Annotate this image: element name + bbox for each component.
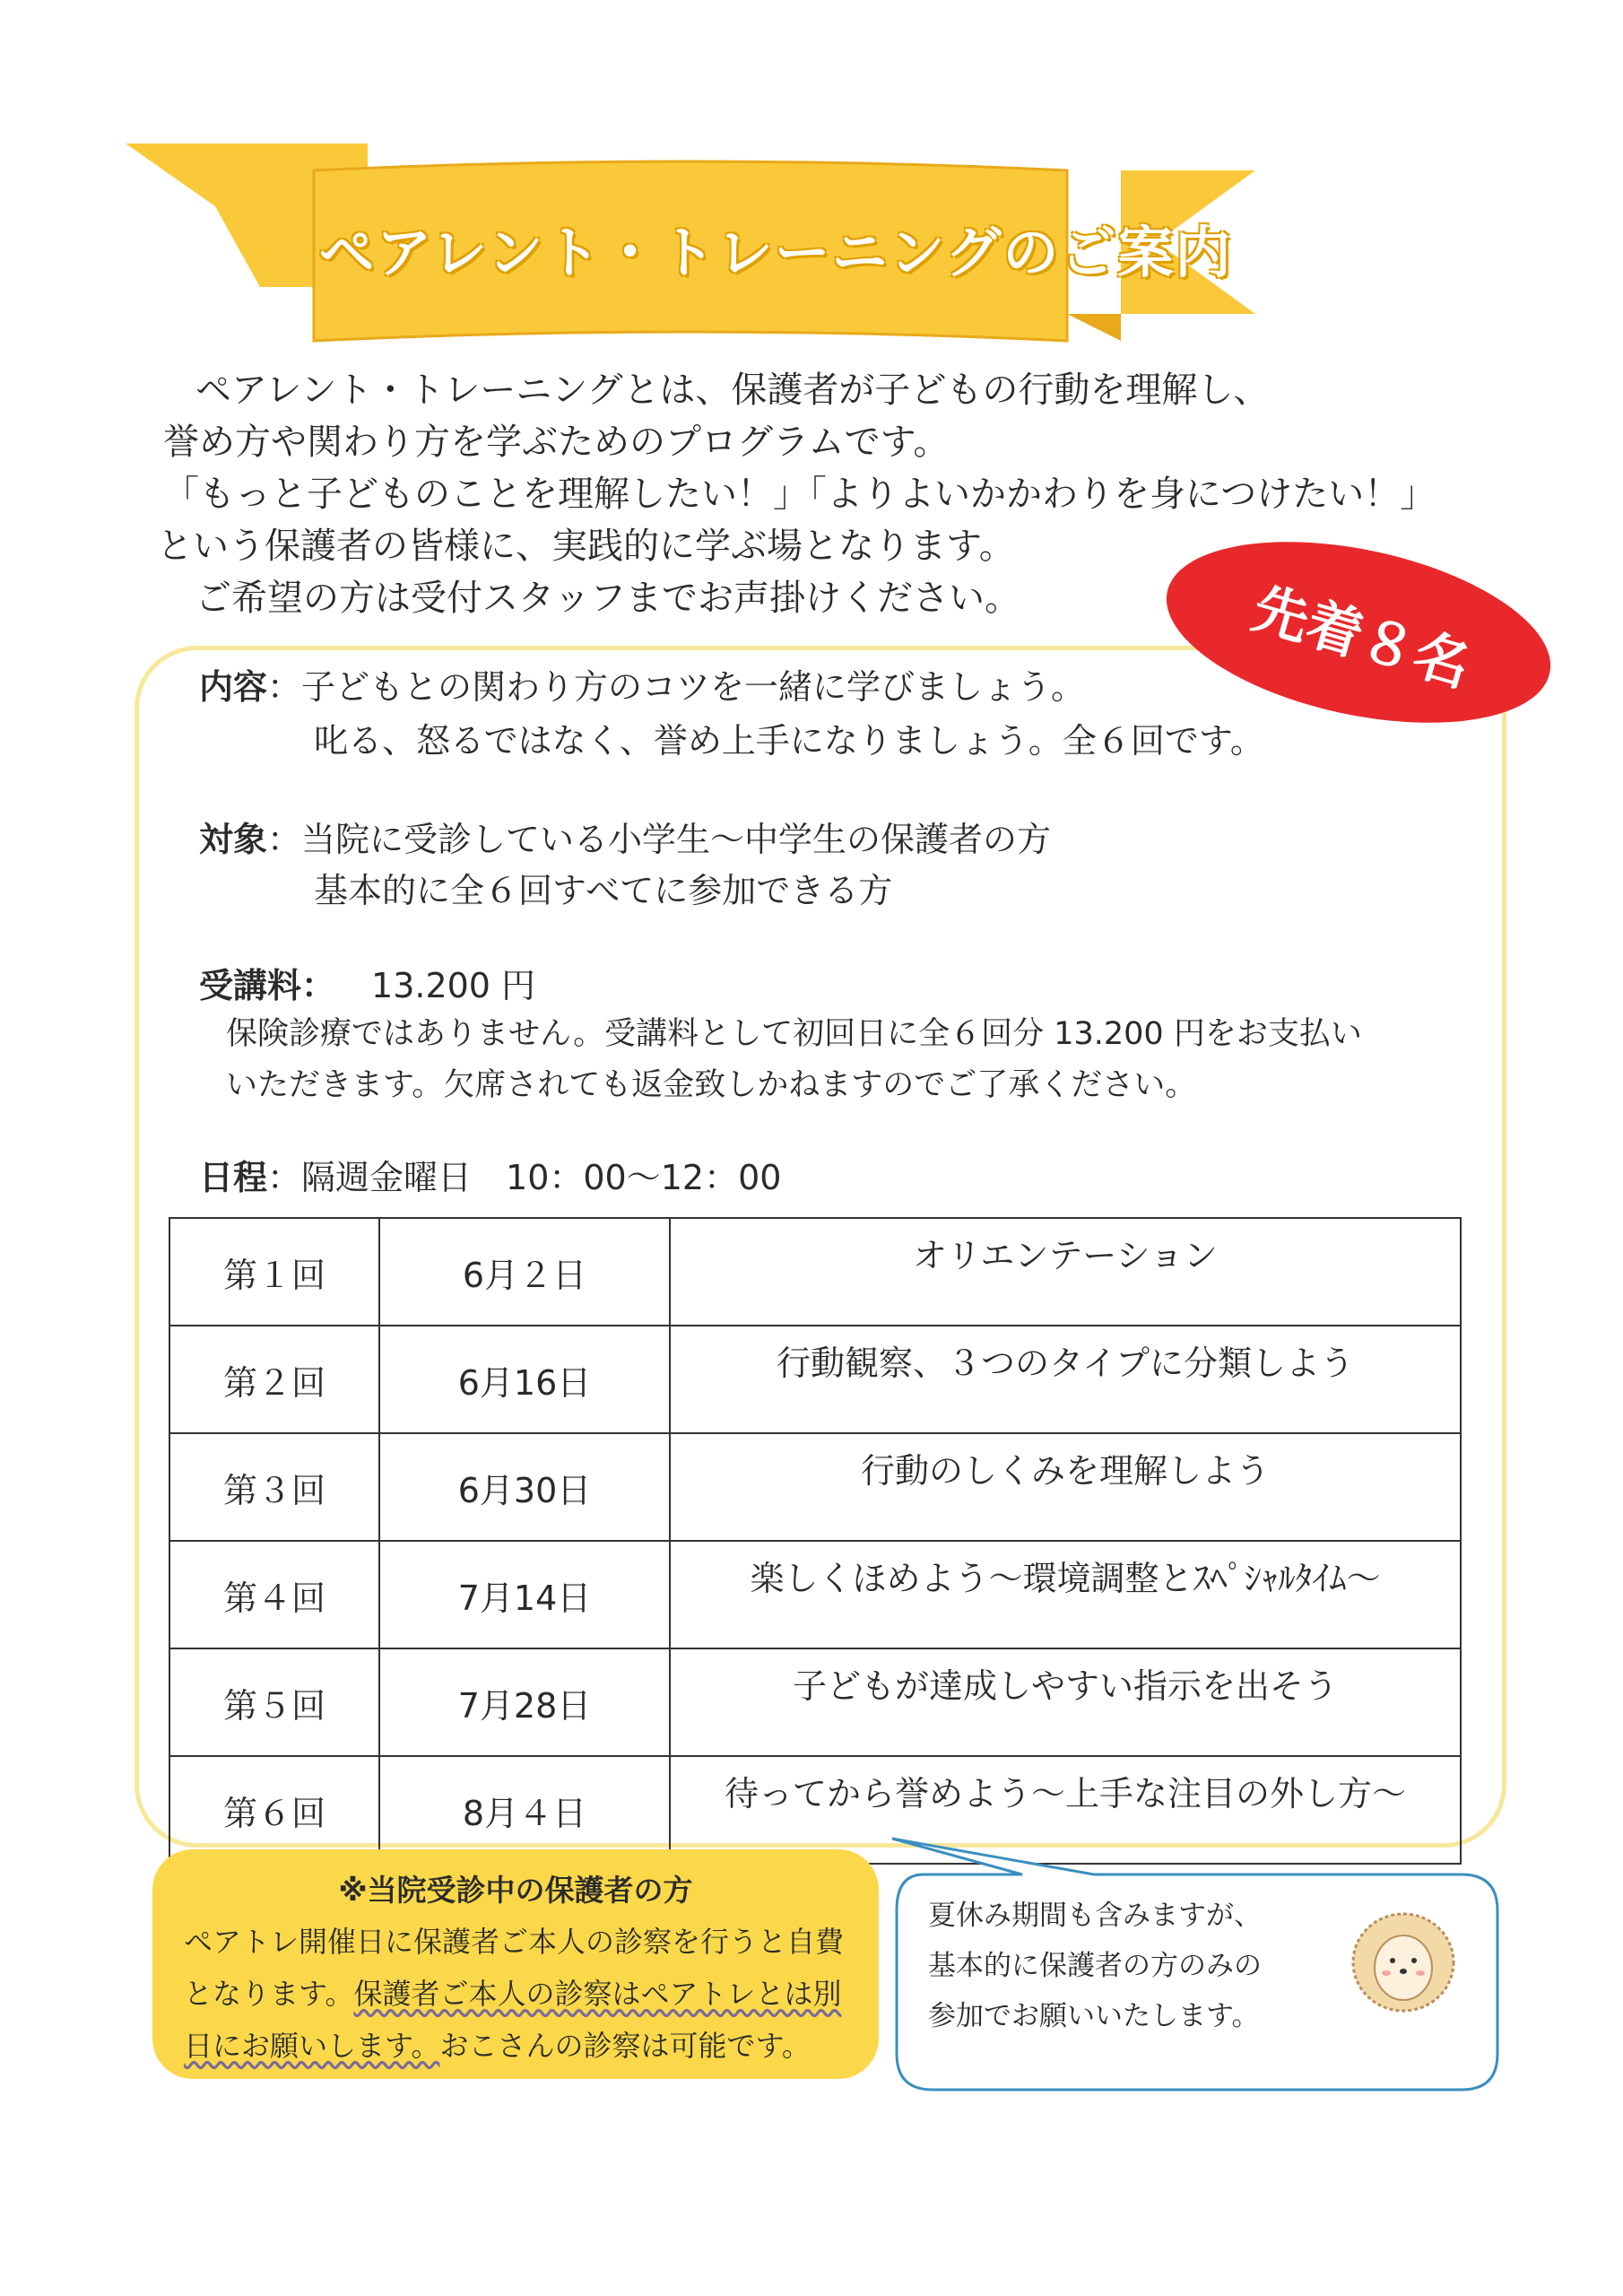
session-number-cell: 第２回 (169, 1326, 379, 1433)
session-date-cell: 7月28日 (379, 1648, 670, 1756)
table-row (169, 1433, 1461, 1541)
note-title: ※当院受診中の保護者の方 (338, 1873, 693, 1908)
intro-line-4: という保護者の皆様に、実践的に学ぶ場となります。 (157, 526, 1015, 567)
table-row (169, 1541, 1461, 1648)
target-section: 対象：当院に受診している小学生～中学生の保護者の方 (199, 820, 1052, 859)
hedgehog-icon (1345, 1901, 1462, 2018)
schedule-table (169, 1217, 1462, 1865)
content-section: 内容：子どもとの関わり方のコツを一緒に学びましょう。 (199, 667, 1086, 707)
session-date-cell: 6月２日 (379, 1218, 670, 1326)
bubble-line-2: 基本的に保護者の方のみの (928, 1950, 1262, 1982)
session-topic-cell: 子どもが達成しやすい指示を出そう (670, 1648, 1461, 1756)
session-date-cell: 6月30日 (379, 1433, 670, 1541)
content-line-2: 叱る、怒るではなく、誉め上手になりましょう。全６回です。 (314, 721, 1264, 761)
schedule-section (199, 1150, 781, 1199)
fee-amount: 13.200 円 (371, 966, 536, 1005)
note-line-1: ペアトレ開催日に保護者ご本人の診察を行うと自費 (184, 1925, 845, 1959)
note-line-2: となります。保護者ご本人の診察はペアトレとは別 (184, 1977, 842, 2011)
intro-line-1: ペアレント・トレーニングとは、保護者が子どもの行動を理解し、 (195, 370, 1270, 411)
fee-section (199, 958, 535, 1007)
session-topic-cell: 行動観察、３つのタイプに分類しよう (670, 1326, 1461, 1433)
target-line-2: 基本的に全６回すべてに参加できる方 (314, 871, 893, 910)
content-line-1: 子どもとの関わり方のコツを一緒に学びましょう。 (301, 667, 1086, 707)
session-date-cell: 7月14日 (379, 1541, 670, 1648)
table-row (169, 1648, 1461, 1756)
badge-text: 先着８名 (1245, 574, 1478, 700)
fee-line-1: 保険診療ではありません。受講料として初回日に全６回分 13.200 円をお支払い (226, 1016, 1362, 1052)
target-label: 対象 (199, 820, 268, 859)
table-row (169, 1218, 1461, 1326)
session-date-cell: 8月４日 (379, 1756, 670, 1864)
schedule-label: 日程 (199, 1158, 268, 1197)
session-number-cell: 第３回 (169, 1433, 379, 1541)
session-number-cell: 第４回 (169, 1541, 379, 1648)
session-topic-cell: 行動のしくみを理解しよう (670, 1433, 1461, 1541)
session-topic-cell: 楽しくほめよう～環境調整とｽﾍﾟｼｬﾙﾀｲﾑ～ (670, 1541, 1461, 1648)
intro-line-3: 「もっと子どものことを理解したい！」「よりよいかかわりを身につけたい！」 (163, 474, 1436, 515)
page-title: ペアレント・トレーニングのご案内 (318, 219, 1233, 285)
session-topic-cell: オリエンテーション (670, 1218, 1461, 1326)
intro-line-5: ご希望の方は受付スタッフまでお声掛けください。 (195, 578, 1020, 619)
session-number-cell: 第６回 (169, 1756, 379, 1864)
table-row (169, 1326, 1461, 1433)
fee-label: 受講料： (199, 966, 336, 1005)
schedule-text: ：隔週金曜日 10：00～12：00 (267, 1158, 782, 1197)
target-line-1: 当院に受診している小学生～中学生の保護者の方 (301, 820, 1052, 859)
note-line-3: 日にお願いします。おこさんの診察は可能です。 (184, 2029, 811, 2063)
bubble-line-1: 夏休み期間も含みますが、 (928, 1900, 1262, 1932)
intro-line-2: 誉め方や関わり方を学ぶためのプログラムです。 (163, 422, 950, 463)
bubble-line-3: 参加でお願いいたします。 (928, 2000, 1260, 2032)
fee-line-2: いただきます。欠席されても返金致しかねますのでご了承ください。 (226, 1067, 1197, 1103)
session-number-cell: 第５回 (169, 1648, 379, 1756)
session-date-cell: 6月16日 (379, 1326, 670, 1433)
content-label: 内容 (199, 667, 268, 707)
session-topic-cell: 待ってから誉めよう～上手な注目の外し方～ (670, 1756, 1461, 1864)
session-number-cell: 第１回 (169, 1218, 379, 1326)
